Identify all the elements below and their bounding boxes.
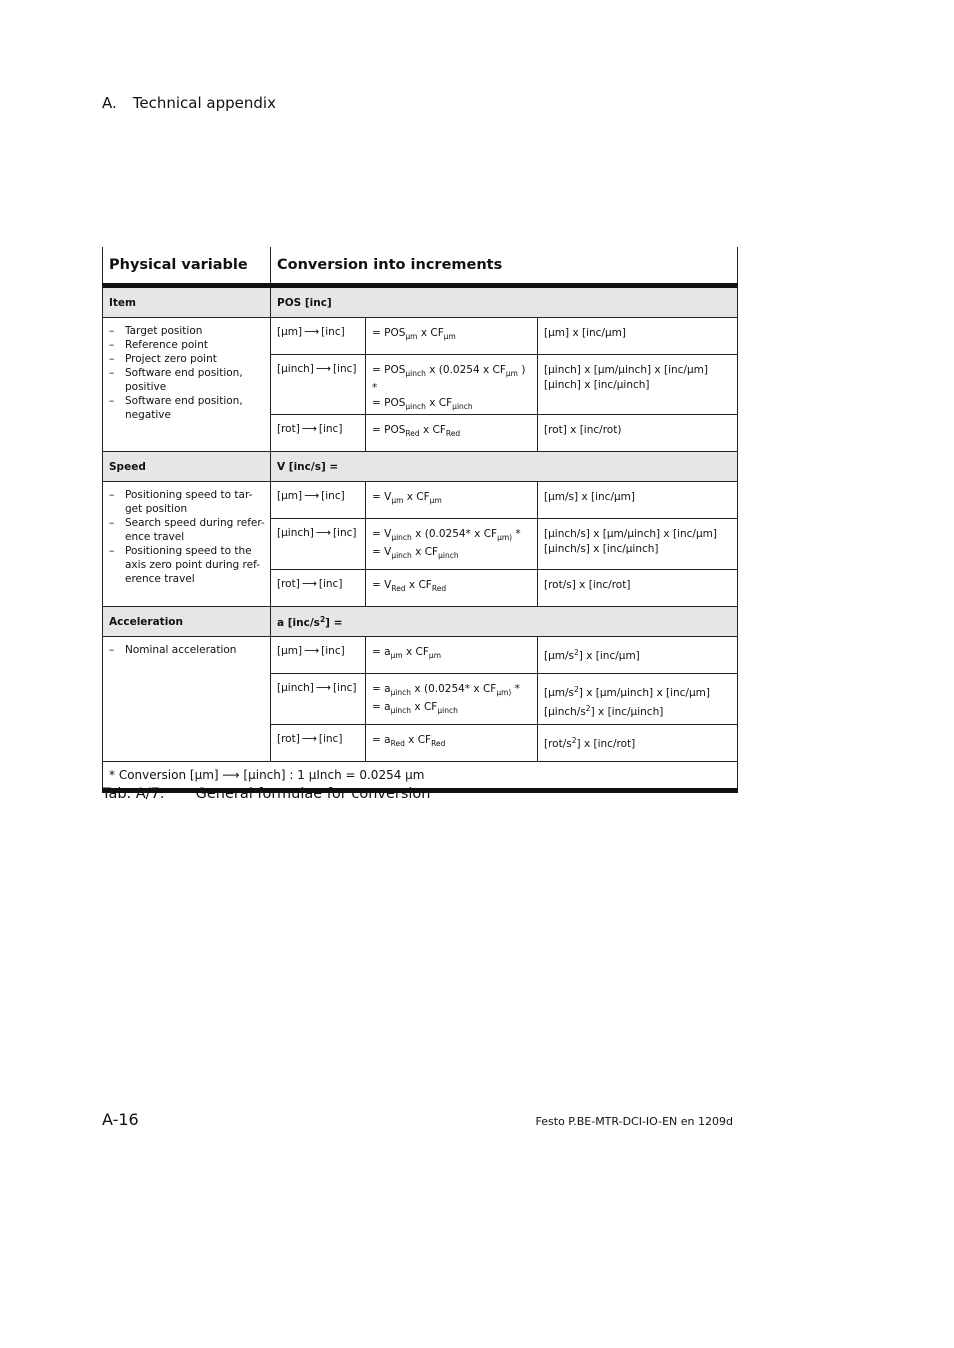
from-unit: [rot] [277, 733, 300, 745]
list-item: – Positioning speed to the axis zero point during ref-erence travel [109, 544, 266, 586]
document-id: Festo P.BE-MTR-DCI-IO-EN en 1209d [535, 1115, 733, 1128]
to-unit: [inc] [318, 423, 343, 435]
caption-text: General formulae for conversion [195, 786, 431, 802]
formula-cell [366, 674, 538, 725]
section-result: POS [inc] [271, 286, 738, 318]
col-header-physical-variable: Physical variable [103, 247, 271, 286]
from-unit: [μm] [277, 645, 303, 657]
units-cell [538, 415, 738, 452]
table-caption [102, 786, 431, 802]
section-name: Speed [103, 452, 271, 482]
to-unit: [inc] [332, 363, 357, 375]
arrow-right-icon: ⟶ [304, 490, 320, 502]
unit-conversion [271, 570, 366, 607]
section-title: Technical appendix [132, 94, 276, 112]
from-unit: [μm] [277, 490, 303, 502]
formula-line: = $V_{\mu inch}$ x $CF_{\mu inch}$ [372, 546, 459, 560]
unit-conversion [271, 482, 366, 519]
section-name: Acceleration [103, 607, 271, 637]
formula-cell [366, 519, 538, 570]
arrow-right-icon: ⟶ [315, 682, 331, 694]
to-unit: [inc] [321, 490, 345, 502]
section-header-row [103, 286, 738, 318]
formula-cell [366, 415, 538, 452]
section-number: A. [102, 94, 117, 112]
table-row [103, 637, 738, 674]
section-name: Item [103, 286, 271, 318]
from-unit: [μinch] [277, 682, 314, 694]
list-item: – Reference point [109, 338, 266, 352]
units-line: [μinch] x [inc/μinch] [544, 379, 650, 391]
formula-line: = $a_{\mu inch}$ x $CF_{\mu inch}$ [372, 701, 458, 715]
arrow-right-icon: ⟶ [304, 645, 320, 657]
units-cell [538, 725, 738, 762]
formula-line: = $V_{\mu inch}$ x (0.0254* x $CF_{\mu m)}$ * [372, 528, 521, 542]
formula-line: = $V_{Red}$ x $CF_{Red}$ [372, 579, 447, 593]
to-unit: [inc] [332, 527, 357, 539]
section-heading [102, 94, 276, 112]
unit-conversion [271, 318, 366, 355]
table-row [103, 318, 738, 355]
formula-cell [366, 482, 538, 519]
page-number: A-16 [102, 1110, 139, 1129]
conversion-table [102, 247, 738, 793]
units-cell [538, 674, 738, 725]
list-item: – Software end position, negative [109, 394, 266, 422]
units-line: $[\mu inch/s^2]$ x [inc/μinch] [544, 704, 664, 718]
col-header-conversion: Conversion into increments [271, 247, 738, 286]
units-line: [rot/s] x [inc/rot] [544, 579, 631, 591]
formula-cell [366, 725, 538, 762]
unit-conversion [271, 674, 366, 725]
unit-conversion [271, 725, 366, 762]
section-header-row [103, 452, 738, 482]
from-unit: [rot] [277, 578, 300, 590]
unit-conversion [271, 355, 366, 415]
table-footnote: * Conversion [μm] ⟶ [μinch] : 1 μInch = 0.0254 μm [103, 762, 738, 791]
table-header-row [103, 247, 738, 286]
unit-conversion [271, 637, 366, 674]
units-cell [538, 637, 738, 674]
variable-list [103, 482, 271, 607]
to-unit: [inc] [318, 578, 343, 590]
formula-line: = $a_{\mu inch}$ x (0.0254* x $CF_{\mu m)}$ * [372, 683, 520, 697]
variable-list [103, 637, 271, 762]
from-unit: [rot] [277, 423, 300, 435]
arrow-right-icon: ⟶ [301, 733, 317, 745]
formula-line: = $POS_{\mu inch}$ x $CF_{\mu inch}$ [372, 397, 473, 411]
list-item: – Software end position, positive [109, 366, 266, 394]
variable-list [103, 318, 271, 452]
formula-line: = $V_{\mu m}$ x $CF_{\mu m}$ [372, 491, 442, 505]
units-cell [538, 355, 738, 415]
from-unit: [μinch] [277, 527, 314, 539]
formula-line: = $a_{Red}$ x $CF_{Red}$ [372, 734, 446, 748]
list-item: – Project zero point [109, 352, 266, 366]
arrow-right-icon: ⟶ [301, 423, 317, 435]
to-unit: [inc] [318, 733, 343, 745]
arrow-right-icon: ⟶ [301, 578, 317, 590]
units-line: [rot] x [inc/rot) [544, 424, 622, 436]
units-line: [μinch/s] x [μm/μinch] x [inc/μm] [544, 528, 717, 540]
formula-line: = $POS_{Red}$ x $CF_{Red}$ [372, 424, 461, 438]
arrow-right-icon: ⟶ [315, 363, 331, 375]
units-line: [μm] x [inc/μm] [544, 327, 626, 339]
list-item: – Search speed during refer-ence travel [109, 516, 266, 544]
arrow-right-icon: ⟶ [315, 527, 331, 539]
units-line: [μm/s] x [inc/μm] [544, 491, 635, 503]
formula-line: = $POS_{\mu m}$ x $CF_{\mu m}$ [372, 327, 456, 341]
unit-conversion [271, 519, 366, 570]
table-row [103, 482, 738, 519]
from-unit: [μinch] [277, 363, 314, 375]
formula-cell [366, 318, 538, 355]
formula-line: = $POS_{\mu inch}$ x (0.0254 x $CF_{\mu m}$ ) * [372, 364, 526, 394]
arrow-right-icon: ⟶ [304, 326, 320, 338]
list-item: – Positioning speed to tar-get position [109, 488, 266, 516]
section-result: a $[inc/s^2]$ = [271, 607, 738, 637]
list-item: – Nominal acceleration [109, 643, 266, 657]
formula-line: = $a_{\mu m}$ x $CF_{\mu m}$ [372, 646, 441, 660]
units-cell [538, 482, 738, 519]
units-cell [538, 318, 738, 355]
units-line: $[rot/s^2]$ x [inc/rot] [544, 736, 636, 750]
units-line: $[\mu m/s^2]$ x [inc/μm] [544, 648, 640, 662]
units-cell [538, 519, 738, 570]
caption-label: Tab. A/7: [102, 786, 165, 802]
formula-cell [366, 570, 538, 607]
to-unit: [inc] [321, 326, 345, 338]
to-unit: [inc] [321, 645, 345, 657]
formula-cell [366, 637, 538, 674]
from-unit: [μm] [277, 326, 303, 338]
section-result: V [inc/s] = [271, 452, 738, 482]
units-line: [μinch/s] x [inc/μinch] [544, 543, 659, 555]
units-cell [538, 570, 738, 607]
list-item: – Target position [109, 324, 266, 338]
units-line: $[\mu m/s^2]$ x [μm/μinch] x [inc/μm] [544, 685, 710, 699]
to-unit: [inc] [332, 682, 357, 694]
formula-cell [366, 355, 538, 415]
section-header-row [103, 607, 738, 637]
units-line: [μinch] x [μm/μinch] x [inc/μm] [544, 364, 708, 376]
unit-conversion [271, 415, 366, 452]
